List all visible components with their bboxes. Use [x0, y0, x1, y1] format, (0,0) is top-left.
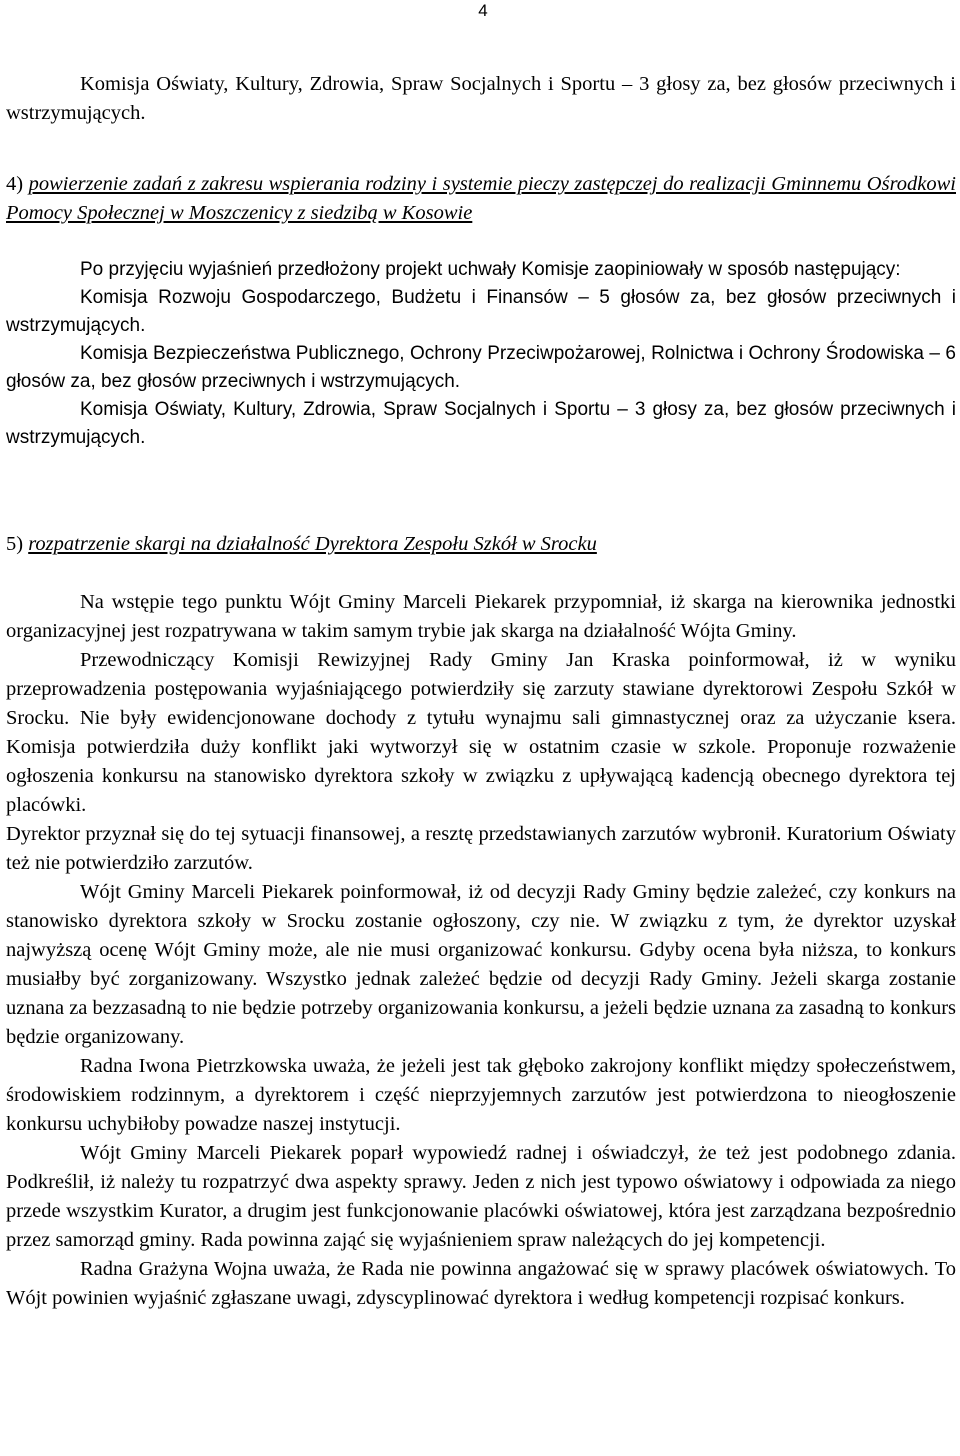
page-number: 4: [478, 1, 488, 20]
vote-result-security-committee: Komisja Bezpieczeństwa Publicznego, Ochrony Przeciwpożarowej, Rolnictwa i Ochrony Środowiska – 6 głosów za, bez głosów przeciwnych i wstrzymujących.: [6, 343, 956, 392]
item-number: 4): [6, 173, 24, 195]
agenda-item-4-body: [6, 256, 956, 452]
agenda-item-5-body: [6, 588, 956, 1313]
vote-result-economic-committee: Komisja Rozwoju Gospodarczego, Budżetu i Finansów – 5 głosów za, bez głosów przeciwnych i wstrzymujących.: [6, 287, 956, 336]
paragraph: Dyrektor przyznał się do tej sytuacji finansowej, a resztę przedstawianych zarzutów wybronił. Kuratorium Oświaty też nie potwierdziło zarzutów.: [6, 823, 956, 874]
agenda-item-5-heading: [6, 530, 956, 559]
vote-text: Komisja Oświaty, Kultury, Zdrowia, Spraw Socjalnych i Sportu – 3 głosy za, bez głosów przeciwnych i wstrzymujących.: [6, 73, 956, 124]
vote-result-education-committee: Komisja Oświaty, Kultury, Zdrowia, Spraw Socjalnych i Sportu – 3 głosy za, bez głosów przeciwnych i wstrzymujących.: [6, 399, 956, 448]
item-title: powierzenie zadań z zakresu wspierania rodziny i systemie pieczy zastępczej do realizacji Gminnemu Ośrodkowi Pomocy Społecznej w Moszczenicy z siedzibą w Kosowie: [6, 173, 956, 224]
item-number: 5): [6, 533, 24, 555]
paragraph: Na wstępie tego punktu Wójt Gminy Marceli Piekarek przypomniał, iż skarga na kierownika jednostki organizacyjnej jest rozpatrywana w takim samym trybie jak skarga na działalność Wójta Gminy.: [6, 591, 956, 642]
paragraph: Wójt Gminy Marceli Piekarek poparł wypowiedź radnej i oświadczył, że też jest podobnego zdania. Podkreślił, iż należy tu rozpatrzyć dwa aspekty sprawy. Jeden z nich jest typowo oświatowy i odpowiada za niego przede wszystkim Kurator, a drugim jest funkcjonowanie placówki oświatowej, która jest zarządzana bezpośrednio przez samorząd gminy. Rada powinna zająć się wyjaśnieniem spraw należących do jej kompetencji.: [6, 1142, 956, 1251]
vote-result-education-committee-prev: [6, 70, 956, 128]
committee-intro: Po przyjęciu wyjaśnień przedłożony projekt uchwały Komisje zaopiniowały w sposób następujący:: [80, 259, 901, 280]
paragraph: Wójt Gminy Marceli Piekarek poinformował, iż od decyzji Rady Gminy będzie zależeć, czy konkurs na stanowisko dyrektora szkoły w Srocku zostanie ogłoszony, czy nie. W związku z tym, że dyrektor uzyskał najwyższą ocenę Wójt Gminy może, ale nie musi organizować konkursu. Gdyby ocena była niższa, to konkurs musiałby być zorganizowany. Wszystko jednak zależeć będzie od decyzji Rady Gminy. Jeżeli skarga zostanie uznana za bezzasadną to nie będzie potrzeby organizowania konkursu, a jeżeli będzie uznana za zasadną to konkurs będzie organizowany.: [6, 881, 956, 1048]
item-title: rozpatrzenie skargi na działalność Dyrektora Zespołu Szkół w Srocku: [28, 533, 597, 555]
paragraph: Radna Iwona Pietrzkowska uważa, że jeżeli jest tak głęboko zakrojony konflikt między społeczeństwem, środowiskiem rodzinnym, a dyrektorem i część nieprzyjemnych zarzutów jest potwierdzona to nieogłoszenie konkursu uchybiłoby powadze naszej instytucji.: [6, 1055, 956, 1135]
agenda-item-4-heading: [6, 170, 956, 228]
paragraph: Przewodniczący Komisji Rewizyjnej Rady Gminy Jan Kraska poinformował, iż w wyniku przeprowadzenia postępowania wyjaśniającego potwierdziły się zarzuty stawiane dyrektorowi Zespołu Szkół w Srocku. Nie były ewidencjonowane dochody z tytułu wynajmu sali gimnastycznej oraz za użyczanie ksera. Komisja potwierdziła duży konflikt jaki wytworzył się w ostatnim czasie w szkole. Proponuje rozważenie ogłoszenia konkursu na stanowisko dyrektora szkoły w związku z upływającą kadencją obecnego dyrektora tej placówki.: [6, 649, 956, 816]
paragraph: Radna Grażyna Wojna uważa, że Rada nie powinna angażować się w sprawy placówek oświatowych. To Wójt powinien wyjaśnić zgłaszane uwagi, zdyscyplinować dyrektora i według kompetencji rozpisać konkurs.: [6, 1258, 956, 1309]
